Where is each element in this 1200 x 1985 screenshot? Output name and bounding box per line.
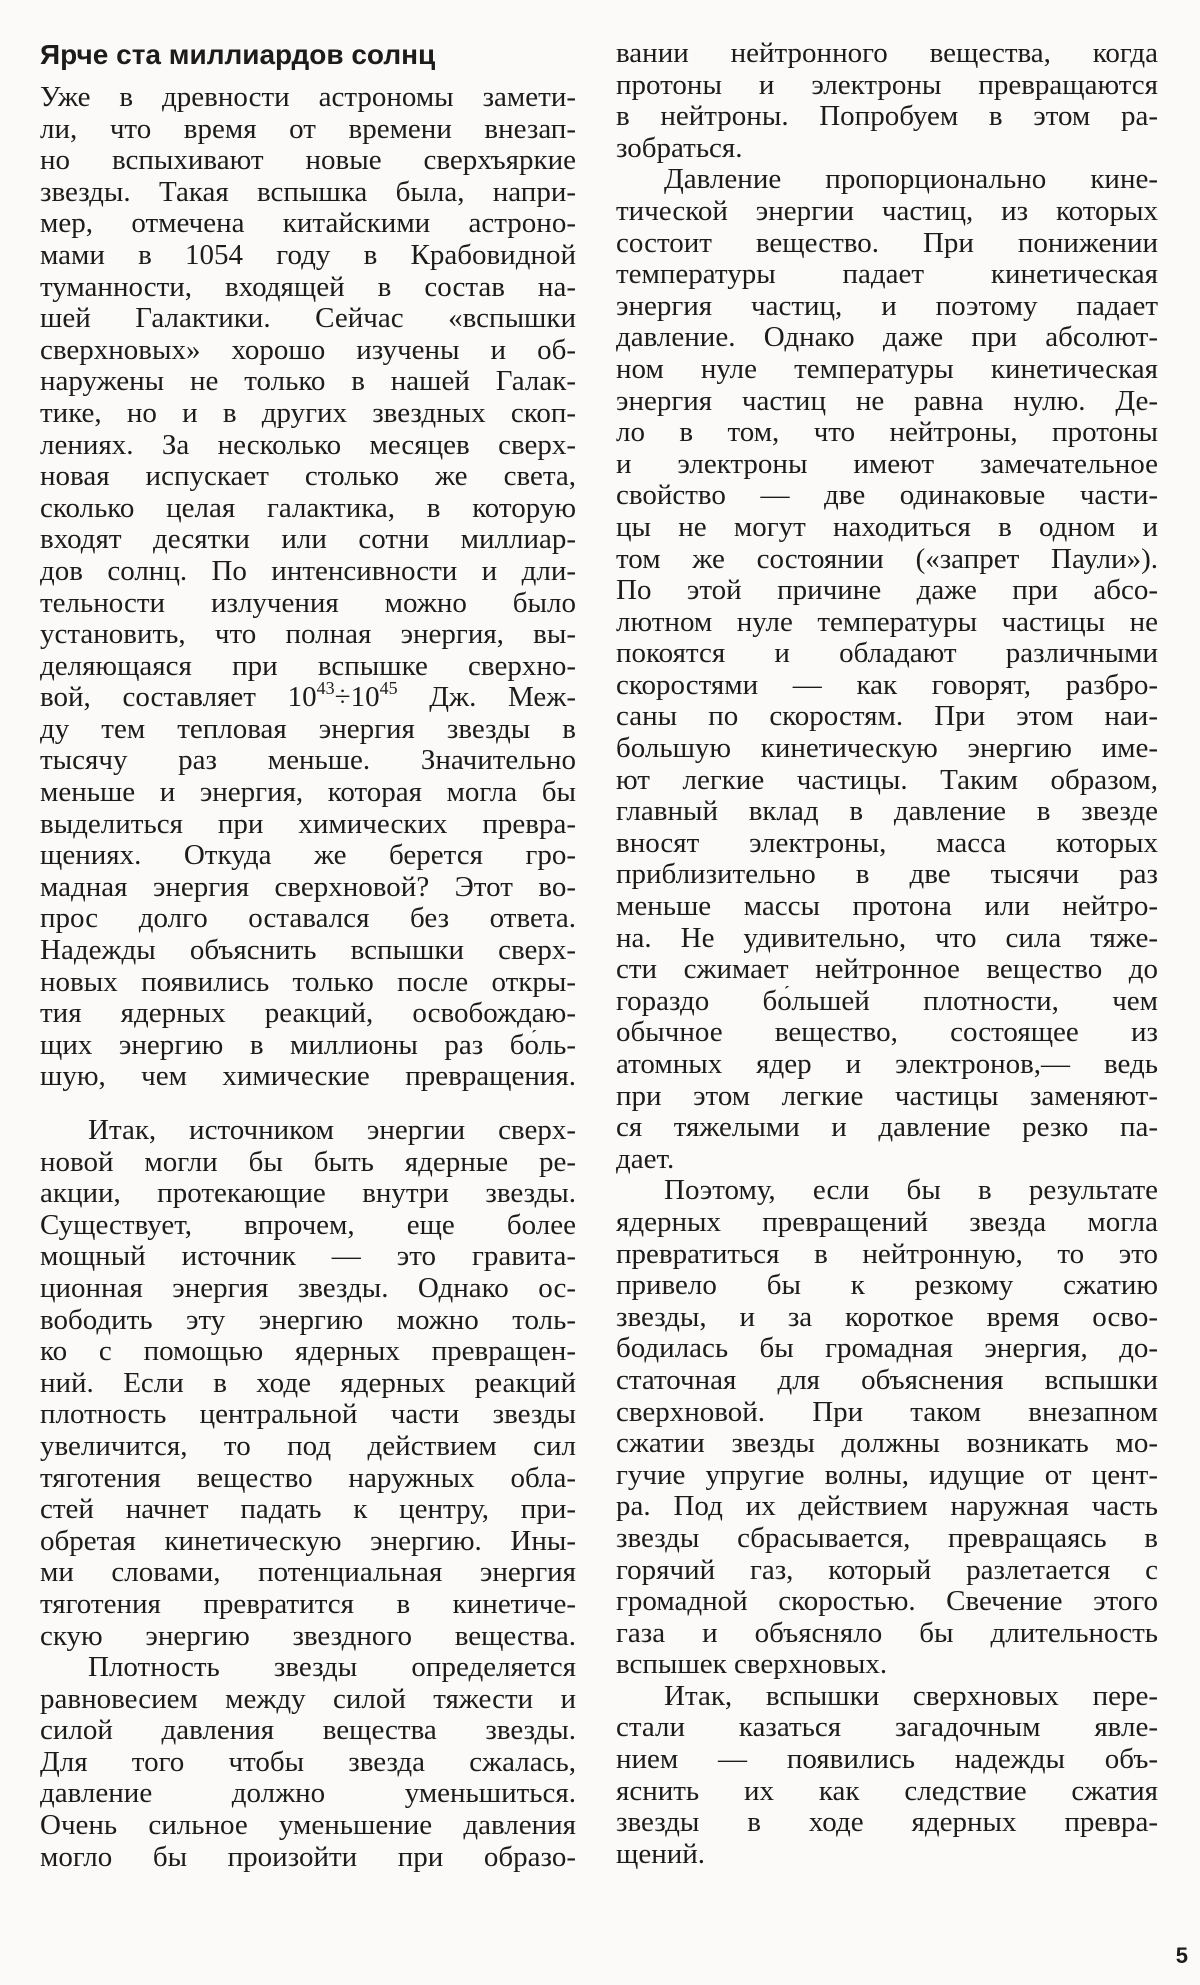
text-line: новой могли бы быть ядерные ре- (40, 1146, 576, 1178)
text-line: сколько целая галактика, в которую (40, 492, 576, 524)
text-line: нием — появились надежды объ- (616, 1744, 1158, 1776)
energy-formula-line (40, 682, 576, 714)
text-line: сверхновых» хорошо изучены и об- (40, 334, 576, 366)
left-column (40, 38, 576, 1873)
text-line: звезды, и за короткое время осво- (616, 1301, 1158, 1333)
text-line: энергия частиц не равна нулю. Де- (616, 385, 1158, 417)
text-line: ко с помощью ядерных превращен- (40, 1336, 576, 1368)
text-line: сти сжимает нейтронное вещество до (616, 954, 1158, 986)
text-line: звезды сбрасывается, превращаясь в (616, 1522, 1158, 1554)
text-line: входят десятки или сотни миллиар- (40, 524, 576, 556)
text-line: прос долго оставался без ответа. (40, 903, 576, 935)
text-line: вносят электроны, масса которых (616, 827, 1158, 859)
paragraph-3-continued (616, 38, 1158, 164)
text-line: зобраться. (616, 132, 743, 164)
text-line: том же состоянии («запрет Паули»). (616, 543, 1158, 575)
formula-suffix: Дж. Меж- (397, 682, 576, 714)
text-line: приблизительно в две тысячи раз (616, 859, 1158, 891)
page-number: 5 (1175, 1943, 1188, 1968)
paragraph-3 (40, 1652, 576, 1873)
text-line: мощный источник — это гравита- (40, 1241, 576, 1273)
paragraph-4 (616, 164, 1158, 1175)
text-line: акции, протекающие внутри звезды. (40, 1178, 576, 1210)
text-line: газа и объясняло бы длительность (616, 1617, 1158, 1649)
text-line: саны по скоростям. При этом наи- (616, 701, 1158, 733)
text-line: сверхновой. При таком внезапном (616, 1396, 1158, 1428)
text-line: гучие упругие волны, идущие от цент- (616, 1459, 1158, 1491)
text-line: тике, но и в других звездных скоп- (40, 397, 576, 429)
text-line: бодилась бы громадная энергия, до- (616, 1333, 1158, 1365)
text-line: обычное вещество, состоящее из (616, 1017, 1158, 1049)
text-line: щениях. Откуда же берется гро- (40, 840, 576, 872)
formula-middle: ÷10 (334, 682, 380, 714)
text-line: Надежды объяснить вспышки сверх- (40, 935, 576, 967)
text-line: вании нейтронного вещества, когда (616, 38, 1158, 69)
text-line: громадной скоростью. Свечение этого (616, 1586, 1158, 1618)
text-line: звезды. Такая вспышка была, напри- (40, 176, 576, 208)
text-line: Итак, источником энергии сверх- (88, 1115, 576, 1146)
text-line: энергия частиц, и поэтому падает (616, 290, 1158, 322)
text-line: дает. (616, 1143, 675, 1175)
text-line: ют легкие частицы. Таким образом, (616, 764, 1158, 796)
text-line: ний. Если в ходе ядерных реакций (40, 1367, 576, 1399)
text-line: ся тяжелыми и давление резко па- (616, 1112, 1158, 1144)
text-line: тяготения вещество наружных обла- (40, 1462, 576, 1494)
text-line: на. Не удивительно, что сила тяже- (616, 922, 1158, 954)
text-line: меньше и энергия, которая могла бы (40, 777, 576, 809)
text-line: Давление пропорционально кине- (664, 164, 1158, 196)
text-line: протоны и электроны превращаются (616, 69, 1158, 101)
text-line: давление. Однако даже при абсолют- (616, 322, 1158, 354)
text-line: и электроны имеют замечательное (616, 448, 1158, 480)
text-line: шей Галактики. Сейчас «вспышки (40, 303, 576, 335)
right-column (616, 38, 1158, 1870)
text-line: ло в том, что нейтроны, протоны (616, 417, 1158, 449)
text-line: туманности, входящей в состав на- (40, 271, 576, 303)
text-line: дов солнц. По интенсивности и дли- (40, 555, 576, 587)
paragraph-6 (616, 1681, 1158, 1871)
text-line: ду тем тепловая энергия звезды в (40, 713, 576, 745)
text-line: гораздо бо́льшей плотности, чем (616, 985, 1158, 1017)
text-line: ционная энергия звезды. Однако ос- (40, 1272, 576, 1304)
text-line: выделиться при химических превра- (40, 808, 576, 840)
text-line: покоятся и обладают различными (616, 638, 1158, 670)
text-line: Поэтому, если бы в результате (664, 1175, 1158, 1207)
text-line: Для того чтобы звезда сжалась, (40, 1746, 576, 1778)
text-line: ядерных превращений звезда могла (616, 1206, 1158, 1238)
text-line: но вспыхивают новые сверхъяркие (40, 145, 576, 177)
text-line: статочная для объяснения вспышки (616, 1364, 1158, 1396)
text-line: тяготения превратится в кинетиче- (40, 1588, 576, 1620)
text-line: свойство — две одинаковые части- (616, 480, 1158, 512)
text-line: большую кинетическую энергию име- (616, 733, 1158, 765)
paragraph-1 (40, 82, 576, 1093)
text-line: звезды в ходе ядерных превра- (616, 1807, 1158, 1839)
text-line: скоростями — как говорят, разбро- (616, 669, 1158, 701)
text-line: сжатии звезды должны возникать мо- (616, 1428, 1158, 1460)
article-title: Ярче ста миллиардов солнц (40, 39, 436, 70)
text-line: мами в 1054 году в Крабовидной (40, 239, 576, 271)
text-line: Уже в древности астрономы замети- (40, 82, 576, 113)
text-line: Плотность звезды определяется (88, 1652, 576, 1684)
text-line: превратиться в нейтронную, то это (616, 1238, 1158, 1270)
paragraph-spacer (40, 1093, 576, 1115)
text-line: в нейтроны. Попробуем в этом ра- (616, 101, 1158, 133)
text-line: лениях. За несколько месяцев сверх- (40, 429, 576, 461)
text-line: плотность центральной части звезды (40, 1399, 576, 1431)
text-line: лютном нуле температуры частицы не (616, 606, 1158, 638)
formula-exponent-1: 43 (316, 682, 335, 699)
text-line: при этом легкие частицы заменяют- (616, 1080, 1158, 1112)
text-line: шую, чем химические превращения. (40, 1061, 576, 1093)
text-line: атомных ядер и электронов,— ведь (616, 1049, 1158, 1080)
text-line: ли, что время от времени внезап- (40, 113, 576, 145)
text-line: увеличится, то под действием сил (40, 1430, 576, 1462)
text-line: давление должно уменьшиться. (40, 1778, 576, 1810)
text-line: По этой причине даже при абсо- (616, 575, 1158, 607)
text-line: Существует, впрочем, еще более (40, 1209, 576, 1241)
text-line: новая испускает столько же света, (40, 461, 576, 493)
text-line: равновесием между силой тяжести и (40, 1683, 576, 1715)
formula-prefix: вой, составляет 10 (40, 682, 317, 714)
text-line: скую энергию звездного вещества. (40, 1620, 576, 1652)
text-line: цы не могут находиться в одном и (616, 511, 1158, 543)
paragraph-2 (40, 1115, 576, 1652)
text-line: ра. Под их действием наружная часть (616, 1491, 1158, 1523)
text-line: вспышек сверхновых. (616, 1649, 888, 1681)
text-line: мер, отмечена китайскими астроно- (40, 208, 576, 240)
text-line: силой давления вещества звезды. (40, 1715, 576, 1747)
text-line: установить, что полная энергия, вы- (40, 619, 576, 651)
text-line: тия ядерных реакций, освобождаю- (40, 998, 576, 1030)
text-line: стей начнет падать к центру, при- (40, 1494, 576, 1526)
text-line: Итак, вспышки сверхновых пере- (664, 1680, 1158, 1712)
text-line: щих энергию в миллионы раз бо́ль- (40, 1029, 576, 1061)
text-line: состоит вещество. При понижении (616, 227, 1158, 259)
text-line: тысячу раз меньше. Значительно (40, 745, 576, 777)
text-line: Очень сильное уменьшение давления (40, 1810, 576, 1842)
text-line: стали казаться загадочным явле- (616, 1712, 1158, 1744)
text-line: тельности излучения можно было (40, 587, 576, 619)
text-line: горячий газ, который разлетается с (616, 1554, 1158, 1586)
text-line: мадная энергия сверхновой? Этот во- (40, 871, 576, 903)
text-line: тической энергии частиц, из которых (616, 195, 1158, 227)
text-line: яснить их как следствие сжатия (616, 1775, 1158, 1807)
text-line: наружены не только в нашей Галак- (40, 366, 576, 398)
text-line: меньше массы протона или нейтро- (616, 891, 1158, 923)
text-line: главный вклад в давление в звезде (616, 796, 1158, 828)
text-line: щений. (616, 1838, 706, 1870)
text-line: температуры падает кинетическая (616, 259, 1158, 291)
text-line: обретая кинетическую энергию. Ины- (40, 1525, 576, 1557)
text-line: новых появились только после откры- (40, 966, 576, 998)
text-line: ми словами, потенциальная энергия (40, 1557, 576, 1589)
text-line: могло бы произойти при образо- (40, 1841, 576, 1873)
text-line: привело бы к резкому сжатию (616, 1270, 1158, 1302)
text-line: ном нуле температуры кинетическая (616, 353, 1158, 385)
formula-exponent-2: 45 (379, 682, 398, 699)
paragraph-5 (616, 1175, 1158, 1681)
text-line: деляющаяся при вспышке сверхно- (40, 650, 576, 682)
text-line: вободить эту энергию можно толь- (40, 1304, 576, 1336)
